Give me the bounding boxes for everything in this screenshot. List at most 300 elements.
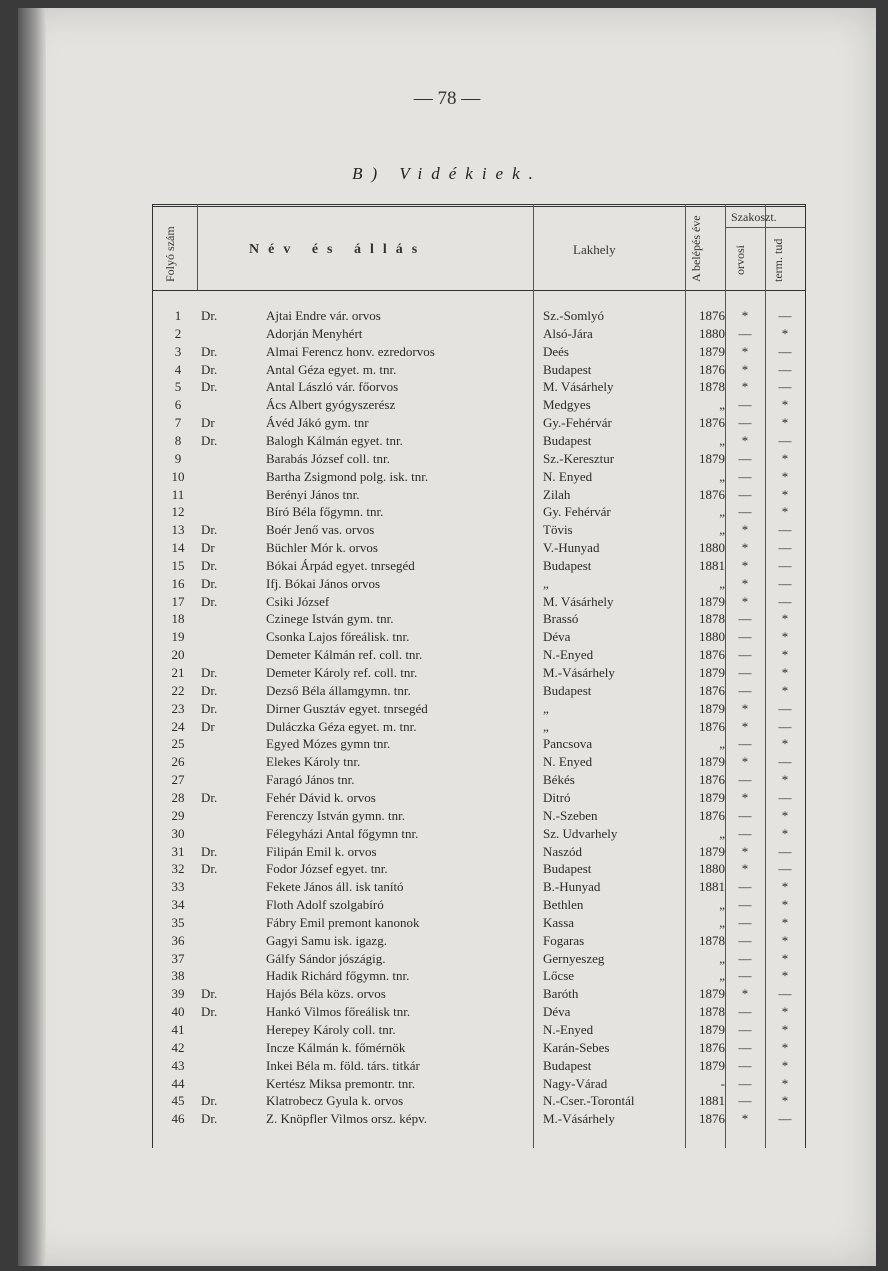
row-name: Csonka Lajos főreálisk. tnr. [266,629,410,645]
row-title: Dr. [201,700,218,716]
row-place: Kassa [543,914,575,930]
row-year: 1879 [699,343,725,359]
row-place: M.-Vásárhely [543,1111,615,1127]
row-title: Dr. [201,1111,218,1127]
table-row [153,933,805,951]
row-orvosi: — [738,1004,752,1020]
row-name: Hadik Richárd főgymn. tnr. [266,968,410,984]
row-place: Gy. Fehérvár [543,504,611,520]
row-year: 1879 [699,450,725,466]
row-orvosi: * [741,861,749,877]
row-term: * [781,1075,789,1091]
row-orvosi: — [738,1057,752,1073]
scanned-page [18,8,876,1266]
table-row [153,915,805,933]
row-number: 16 [171,575,185,591]
row-title: Dr. [201,682,218,698]
row-orvosi: * [741,575,749,591]
row-name: Ács Albert gyógyszerész [266,397,396,413]
row-name: Ifj. Bókai János orvos [266,575,381,591]
row-number: 27 [171,772,185,788]
table-row [153,1111,805,1129]
table-row [153,897,805,915]
table-row [153,790,805,808]
table-row [153,469,805,487]
row-place: „ [543,700,549,716]
table-row [153,326,805,344]
row-orvosi: — [738,486,752,502]
table-row [153,594,805,612]
table-row [153,736,805,754]
row-term: * [781,1004,789,1020]
row-number: 40 [171,1004,185,1020]
row-term: * [781,1039,789,1055]
row-orvosi: — [738,1022,752,1037]
row-year: 1878 [699,379,725,395]
row-term: — [778,1111,792,1127]
row-name: Almai Ferencz honv. ezredorvos [266,343,435,359]
row-orvosi: — [738,932,752,948]
row-year: 1879 [699,593,725,609]
row-term: * [781,932,789,948]
row-number: 43 [171,1057,185,1073]
row-number: 33 [171,879,185,895]
row-place: Sz.-Keresztur [543,450,615,466]
row-title: Dr. [201,593,218,609]
row-year: 1876 [699,308,725,323]
row-number: 4 [174,361,182,377]
table-row [153,719,805,737]
row-year: 1876 [699,415,725,431]
table-row [153,754,805,772]
table-row [153,451,805,469]
row-term: — [778,557,792,573]
row-name: Hajós Béla közs. orvos [266,986,386,1002]
section-title: B) Vidékiek. [352,164,542,183]
row-name: Gagyi Samu isk. igazg. [266,932,387,948]
row-place: „ [543,575,549,591]
row-year: „ [719,397,725,413]
row-term: * [781,968,789,984]
row-number: 13 [171,522,185,538]
table-row [153,1004,805,1022]
row-title: Dr. [201,665,218,680]
row-term: * [781,807,789,823]
table-row [153,844,805,862]
row-term: * [781,397,789,413]
row-number: 10 [171,468,185,484]
table-row [153,683,805,701]
header-term-tud: term. tud [771,238,785,282]
row-year: 1881 [699,1093,725,1109]
row-year: 1879 [699,754,725,770]
row-name: Barabás József coll. tnr. [266,450,390,466]
row-number: 14 [171,540,185,556]
row-term: * [781,486,789,502]
table-row [153,308,805,326]
row-name: Csiki József [266,593,330,609]
row-number: 12 [171,504,185,520]
row-orvosi: — [738,325,752,341]
row-term: * [781,914,789,930]
row-place: V.-Hunyad [543,540,600,556]
row-year: 1876 [699,361,725,377]
row-orvosi: — [738,629,752,645]
row-place: N.-Enyed [543,647,594,663]
row-title: Dr. [201,789,218,805]
row-term: — [778,522,792,538]
row-term: — [778,361,792,377]
row-year: 1876 [699,1039,725,1055]
row-year: 1879 [699,789,725,805]
row-orvosi: — [738,1093,752,1109]
row-number: 37 [171,950,185,966]
table-row [153,861,805,879]
row-name: Balogh Kálmán egyet. tnr. [266,432,403,448]
row-year: 1881 [699,879,725,895]
row-term: * [781,950,789,966]
row-number: 1 [174,308,182,323]
row-title: Dr. [201,1004,218,1020]
row-place: M. Vásárhely [543,593,614,609]
row-year: 1879 [699,1022,725,1037]
row-term: * [781,897,789,913]
row-term: — [778,432,792,448]
row-place: Baróth [543,986,579,1002]
row-place: Lőcse [543,968,575,984]
table-row [153,415,805,433]
row-place: Alsó-Jára [543,325,593,341]
row-year: 1879 [699,843,725,859]
row-year: 1881 [699,557,725,573]
row-place: Sz. Udvarhely [543,825,618,841]
row-year: 1876 [699,1111,725,1127]
row-year: 1878 [699,932,725,948]
row-place: Déva [543,629,571,645]
row-name: Filipán Emil k. orvos [266,843,377,859]
row-place: B.-Hunyad [543,879,601,895]
row-year: „ [719,968,725,984]
row-year: 1879 [699,665,725,680]
row-term: * [781,772,789,788]
row-name: Kertész Miksa premontr. tnr. [266,1075,416,1091]
row-term: * [781,1022,789,1037]
row-number: 39 [171,986,185,1002]
row-orvosi: * [741,379,749,395]
row-name: Dirner Gusztáv egyet. tnrsegéd [266,700,428,716]
table-row [153,826,805,844]
row-orvosi: — [738,450,752,466]
row-term: * [781,611,789,627]
row-number: 32 [171,861,185,877]
row-place: Budapest [543,361,592,377]
row-name: Boér Jenő vas. orvos [266,522,375,538]
row-place: Pancsova [543,736,593,752]
row-place: Gy.-Fehérvár [543,415,612,431]
row-number: 41 [171,1022,185,1037]
row-orvosi: * [741,557,749,573]
row-orvosi: * [741,540,749,556]
row-orvosi: — [738,825,752,841]
row-title: Dr. [201,379,218,395]
row-title: Dr. [201,432,218,448]
row-place: Budapest [543,682,592,698]
row-number: 30 [171,825,185,841]
row-orvosi: * [741,843,749,859]
row-term: * [781,1057,789,1073]
table-row [153,558,805,576]
row-term: * [781,879,789,895]
row-place: Naszód [543,843,582,859]
table-row [153,986,805,1004]
table-row [153,772,805,790]
row-place: Gernyeszeg [543,950,605,966]
row-name: Antal László vár. főorvos [266,379,399,395]
row-orvosi: * [741,343,749,359]
row-year: 1878 [699,611,725,627]
row-orvosi: — [738,647,752,663]
table-row [153,576,805,594]
header-szakoszt: Szakoszt. [731,210,777,224]
row-place: Zilah [543,486,571,502]
row-term: * [781,736,789,752]
row-year: 1879 [699,1057,725,1073]
row-place: „ [543,718,549,734]
row-name: Elekes Károly tnr. [266,754,361,770]
row-term: — [778,718,792,734]
row-term: * [781,682,789,698]
row-title: Dr. [201,308,218,323]
row-year: 1876 [699,486,725,502]
row-orvosi: — [738,736,752,752]
page-number: — 78 — [413,88,481,109]
row-term: — [778,861,792,877]
row-number: 24 [171,718,185,734]
header-lakhely: Lakhely [573,242,616,257]
table-row [153,665,805,683]
member-table [152,204,806,1148]
row-year: „ [719,504,725,520]
row-year: „ [719,897,725,913]
row-year: „ [719,914,725,930]
row-name: Herepey Károly coll. tnr. [266,1022,396,1037]
row-orvosi: — [738,879,752,895]
row-term: — [778,754,792,770]
row-year: 1876 [699,772,725,788]
row-name: Ávéd Jákó gym. tnr [266,415,369,431]
row-year: „ [719,575,725,591]
row-name: Gálfy Sándor jószágig. [266,950,386,966]
table-row [153,344,805,362]
table-row [153,522,805,540]
row-number: 2 [174,325,182,341]
row-term: — [778,575,792,591]
row-number: 8 [174,432,182,448]
table-row [153,611,805,629]
row-place: N.-Szeben [543,807,598,823]
table-row [153,433,805,451]
row-number: 36 [171,932,185,948]
row-place: Tövis [543,522,573,538]
table-row [153,879,805,897]
row-orvosi: * [741,1111,749,1127]
row-number: 18 [171,611,185,627]
row-number: 38 [171,968,185,984]
row-orvosi: — [738,682,752,698]
row-term: — [778,593,792,609]
row-title: Dr. [201,843,218,859]
row-orvosi: — [738,807,752,823]
row-orvosi: * [741,789,749,805]
table-row [153,504,805,522]
row-orvosi: — [738,665,752,680]
row-term: * [781,468,789,484]
row-title: Dr. [201,986,218,1002]
row-name: Klatrobecz Gyula k. orvos [266,1093,404,1109]
row-name: Z. Knöpfler Vilmos orsz. képv. [266,1111,427,1127]
row-name: Dezső Béla államgymn. tnr. [266,682,411,698]
row-name: Bíró Béla főgymn. tnr. [266,504,384,520]
row-name: Floth Adolf szolgabíró [266,897,384,913]
row-name: Incze Kálmán k. főmérnök [266,1039,406,1055]
row-orvosi: * [741,718,749,734]
row-number: 19 [171,629,185,645]
table-row [153,397,805,415]
row-title: Dr [201,540,215,556]
row-orvosi: * [741,361,749,377]
row-term: * [781,825,789,841]
row-number: 44 [171,1075,185,1091]
row-number: 17 [171,593,185,609]
row-name: Ajtai Endre vár. orvos [266,308,381,323]
row-title: Dr. [201,343,218,359]
row-number: 28 [171,789,185,805]
row-number: 23 [171,700,185,716]
row-name: Hankó Vilmos főreálisk tnr. [266,1004,411,1020]
row-name: Bókai Árpád egyet. tnrsegéd [266,557,415,573]
table-row [153,1022,805,1040]
row-name: Faragó János tnr. [266,772,355,788]
row-year: „ [719,522,725,538]
table-row [153,379,805,397]
row-title: Dr. [201,575,218,591]
row-orvosi: — [738,968,752,984]
row-orvosi: — [738,1039,752,1055]
header-folyo-szam: Folyó szám [163,226,177,282]
row-place: Budapest [543,1057,592,1073]
row-number: 11 [171,486,185,502]
header-belepes-eve: A belépés éve [689,215,703,283]
row-place: Bethlen [543,897,584,913]
szakoszt-sub-rule [725,227,805,228]
row-term: — [778,986,792,1002]
row-name: Antal Géza egyet. m. tnr. [266,361,397,377]
table-row [153,647,805,665]
row-place: M. Vásárhely [543,379,614,395]
row-term: — [778,540,792,556]
row-term: — [778,308,792,323]
row-name: Félegyházi Antal főgymn tnr. [266,825,419,841]
book-binding-shadow [18,8,46,1266]
table-row [153,701,805,719]
row-name: Büchler Mór k. orvos [266,540,378,556]
row-place: M.-Vásárhely [543,665,615,680]
table-row [153,1076,805,1094]
row-name: Demeter Kálmán ref. coll. tnr. [266,647,423,663]
row-term: * [781,325,789,341]
row-place: Sz.-Somlyó [543,308,605,323]
row-year: 1879 [699,700,725,716]
row-term: * [781,629,789,645]
row-number: 45 [171,1093,185,1109]
row-name: Fekete János áll. isk tanító [266,879,404,895]
row-title: Dr. [201,1093,218,1109]
row-year: 1876 [699,718,725,734]
row-year: „ [719,950,725,966]
row-number: 6 [174,397,182,413]
table-row [153,1040,805,1058]
row-year: 1878 [699,1004,725,1020]
table-row [153,1093,805,1111]
row-name: Fábry Emil premont kanonok [266,914,420,930]
row-place: N. Enyed [543,754,593,770]
table-row [153,808,805,826]
row-title: Dr [201,718,215,734]
row-term: — [778,700,792,716]
row-orvosi: — [738,504,752,520]
row-term: — [778,843,792,859]
row-orvosi: * [741,522,749,538]
row-number: 42 [171,1039,185,1055]
row-orvosi: * [741,754,749,770]
row-place: Ditró [543,789,571,805]
row-place: Budapest [543,432,592,448]
row-year: 1880 [699,861,725,877]
row-orvosi: — [738,914,752,930]
row-term: — [778,343,792,359]
row-term: — [778,379,792,395]
row-year: 1876 [699,682,725,698]
row-year: „ [719,825,725,841]
row-year: 1880 [699,540,725,556]
row-name: Inkei Béla m. föld. társ. titkár [266,1057,420,1073]
row-title: Dr. [201,557,218,573]
header-rule [153,290,805,291]
table-row [153,951,805,969]
row-year: 1880 [699,325,725,341]
row-number: 3 [174,343,182,359]
row-name: Czinege István gym. tnr. [266,611,394,627]
row-orvosi: — [738,397,752,413]
row-orvosi: * [741,432,749,448]
row-year: „ [719,736,725,752]
table-row [153,362,805,380]
row-number: 31 [171,843,185,859]
row-orvosi: — [738,772,752,788]
table-row [153,968,805,986]
row-orvosi: * [741,308,749,323]
row-term: * [781,450,789,466]
row-year: - [720,1075,725,1091]
row-place: N.-Cser.-Torontál [543,1093,635,1109]
row-orvosi: — [738,611,752,627]
row-number: 15 [171,557,185,573]
row-number: 29 [171,807,185,823]
row-name: Berényi János tnr. [266,486,360,502]
row-place: Medgyes [543,397,591,413]
header-nev-es-allas: Név és állás [249,242,427,257]
row-term: * [781,665,789,680]
